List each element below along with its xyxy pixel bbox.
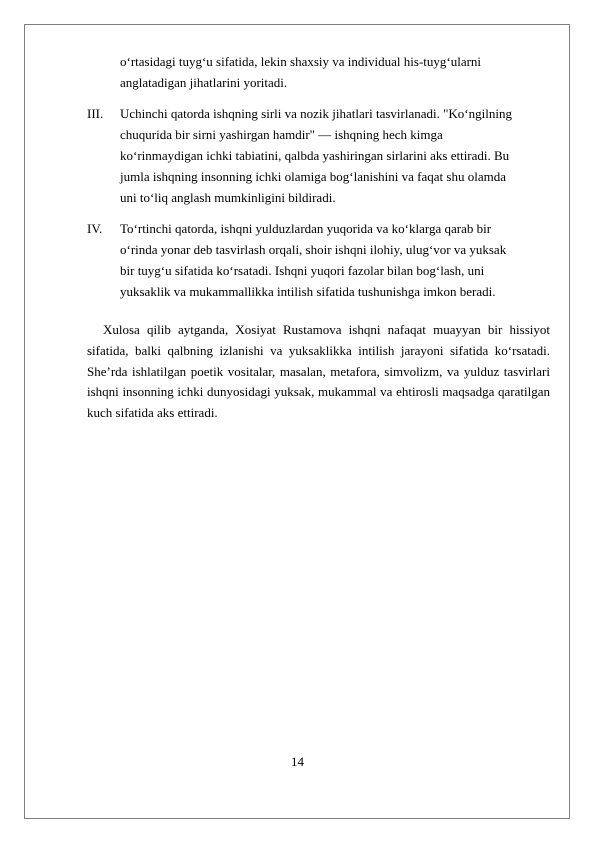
page-number: 14 — [291, 754, 304, 769]
item-ii-line-1: o‘rtasidagi tuyg‘u sifatida, lekin shaxsiy va individual his-tuyg‘ularni — [120, 54, 482, 69]
item-iii-line-3: ko‘rinmaydigan ichki tabiatini, qalbda yashiringan sirlarini aks ettiradi. Bu — [120, 148, 510, 163]
item-iv-line-1: To‘rtinchi qatorda, ishqni yulduzlardan yuqorida va ko‘klarga qarab bir — [120, 221, 492, 236]
item-iii-line-2: chuqurida bir sirni yashirgan hamdir" — ishqning hech kimga — [120, 127, 443, 142]
item-iv-line-4: yuksaklik va mukammallikka intilish sifatida tushunishga imkon beradi. — [120, 284, 496, 299]
item-iv-numeral: IV. — [87, 221, 103, 236]
item-iv-line-2: o‘rinda yonar deb tasvirlash orqali, shoir ishqni ilohiy, ulug‘vor va yuksak — [120, 242, 507, 257]
conclusion-paragraph: Xulosa qilib aytganda, Xosiyat Rustamova ishqni nafaqat muayyan bir hissiyot sifatida, balki qalbning izlanishi va yuksaklikka intilish jarayoni sifatida ko‘rsatadi. She’rda ishlatilgan poetik vositalar, masalan, metafora, simvolizm, va yulduz tasvirlari ishqni insonning ichki dunyosidagi yuksak, mukammal va ehtirosli maqsadga qaratilgan kuch sifatida aks ettiradi. — [87, 322, 550, 421]
item-iv-line-3: bir tuyg‘u sifatida ko‘rsatadi. Ishqni yuqori fazolar bilan bog‘lash, uni — [120, 263, 485, 278]
item-iii-line-1: Uchinchi qatorda ishqning sirli va nozik jihatlari tasvirlanadi. "Ko‘ngilning — [120, 106, 512, 121]
item-iii-line-4: jumla ishqning insonning ichki olamiga bog‘lanishini va faqat shu olamda — [120, 169, 506, 184]
item-ii-line-2: anglatadigan jihatlarini yoritadi. — [120, 75, 288, 90]
item-iii-line-5: uni to‘liq anglash mumkinligini bildiradi. — [120, 190, 336, 205]
item-iii-numeral: III. — [87, 106, 104, 121]
